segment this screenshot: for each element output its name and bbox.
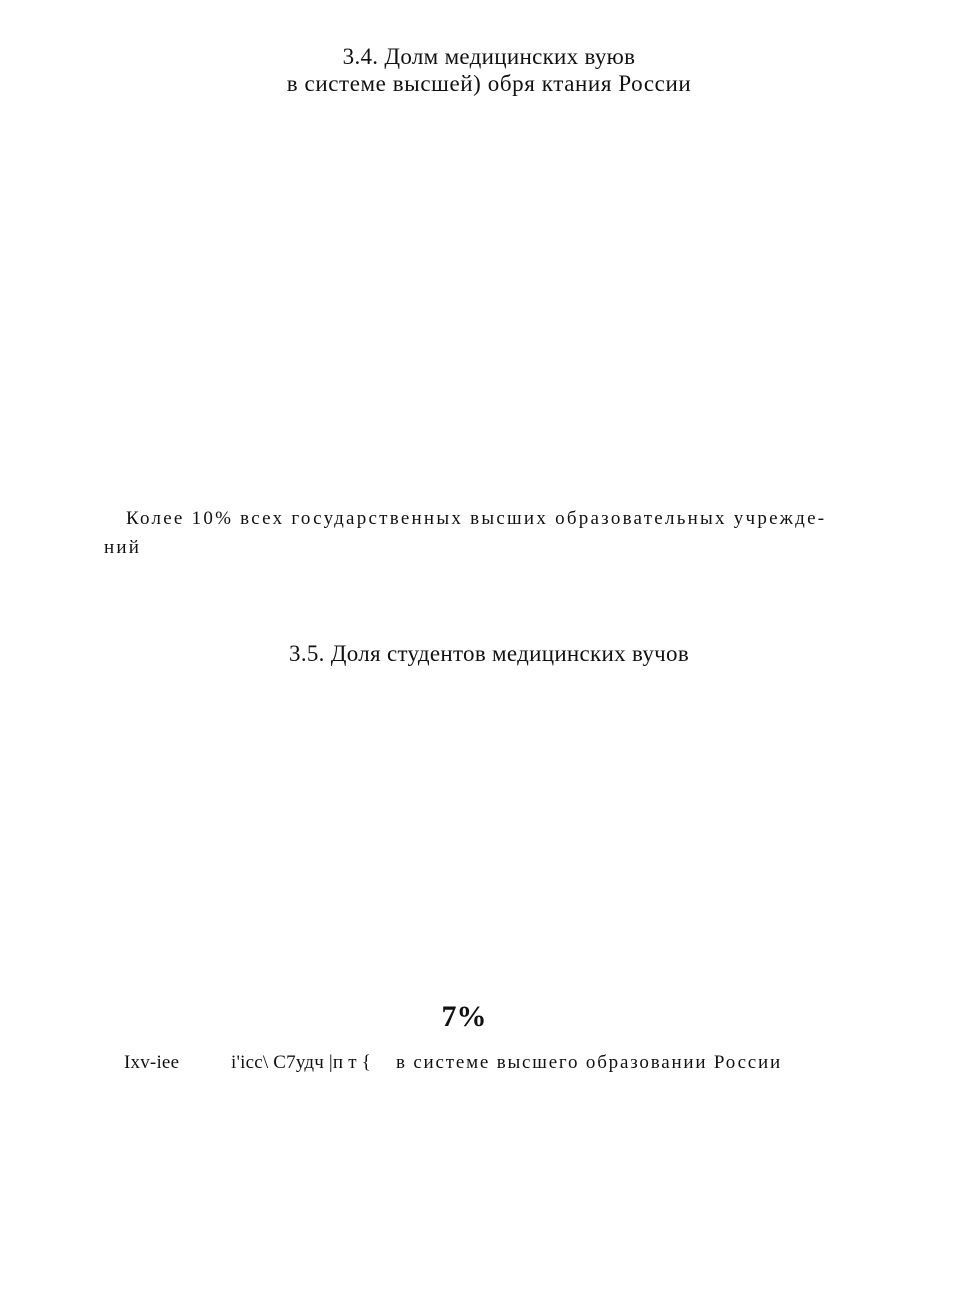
figure-3-4-caption-line-2: ний xyxy=(104,537,142,558)
figure-3-5-caption-middle: i'icc\ С7удч |п т { xyxy=(231,1052,372,1073)
figure-3-5-title: 3.5. Доля студентов медицинских вучов xyxy=(289,641,689,666)
figure-3-4-caption-line-1: Колее 10% всех государственных высших образовательных учрежде- xyxy=(126,508,827,529)
figure-3-4-title-line-1: 3.4. Долм медицинских вуюв xyxy=(342,44,636,69)
figure-3-5-value-label: 7% xyxy=(441,1000,487,1033)
figure-3-5-caption-left: Ixv-iee xyxy=(124,1052,180,1073)
figure-3-4-title-line-2: в системе высшей) обря ктания России xyxy=(286,71,692,96)
figure-3-5-caption-right: в системе высшего образовании России xyxy=(396,1052,782,1073)
